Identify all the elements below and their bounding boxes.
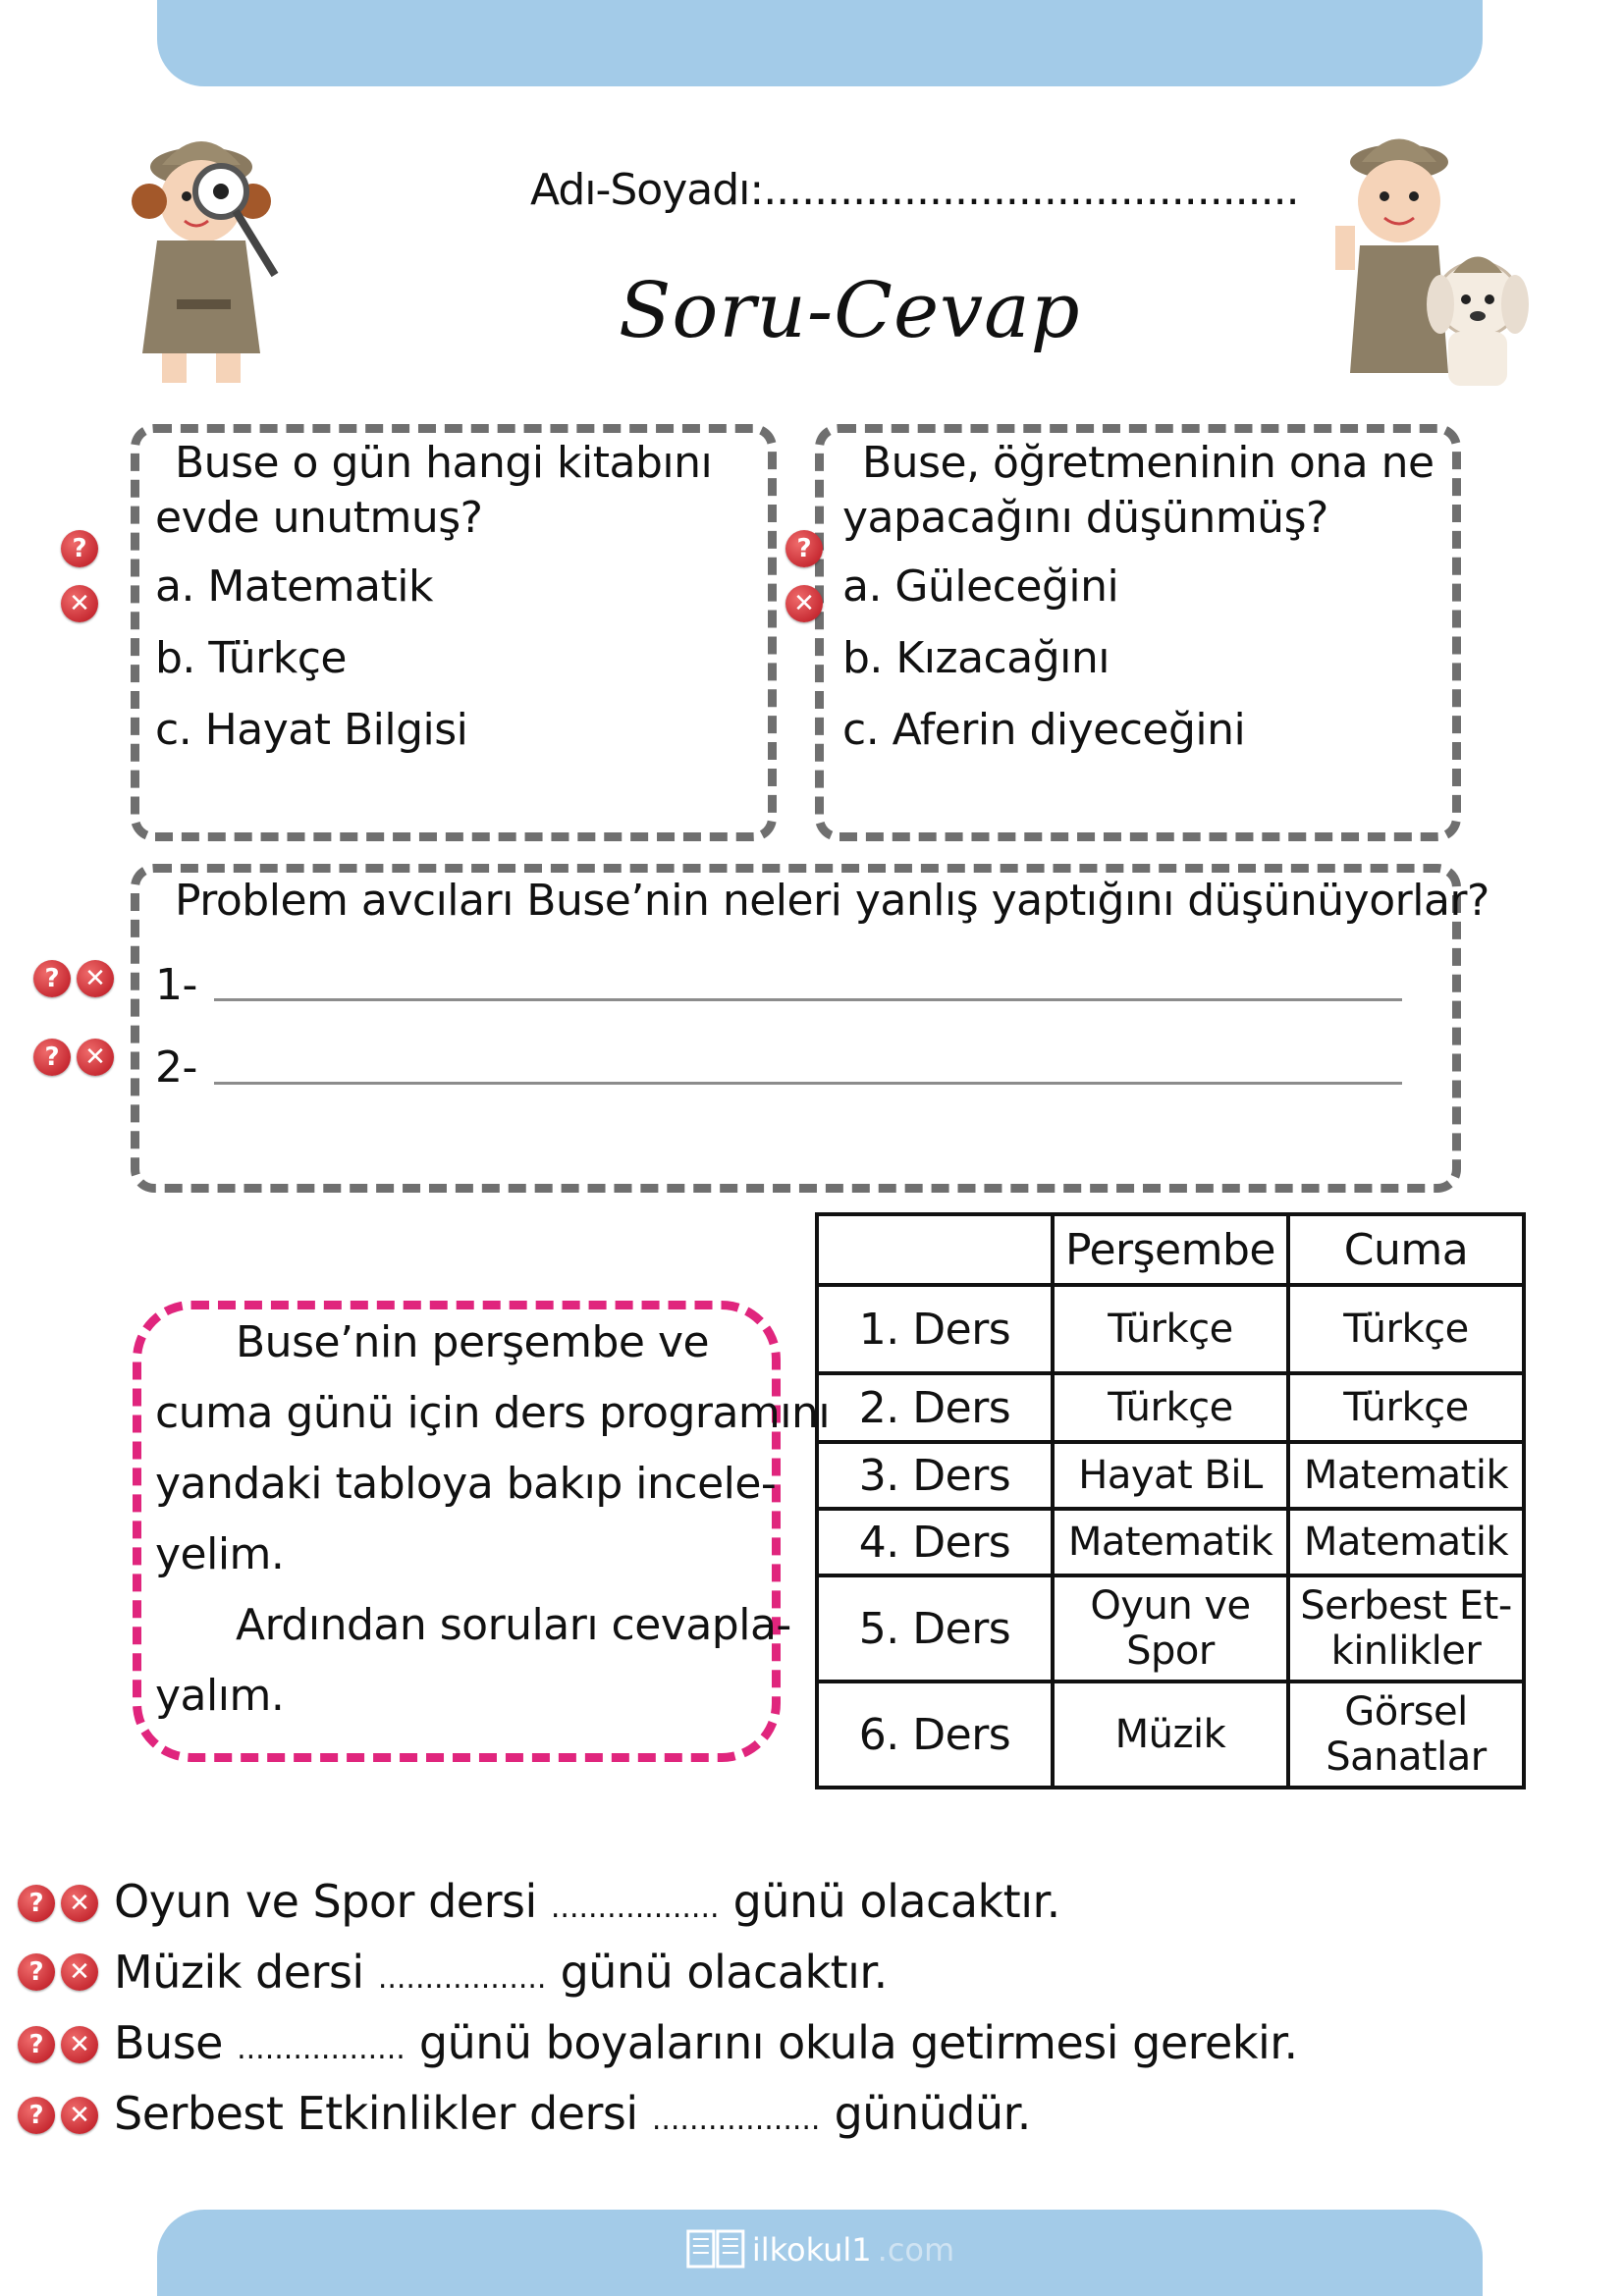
fill-in-sentence-3 bbox=[114, 2016, 1298, 2069]
table-row bbox=[817, 1575, 1524, 1682]
thursday-cell: Matematik bbox=[1053, 1509, 1288, 1575]
cross-mark-icon: ✕ bbox=[61, 1885, 98, 1922]
thursday-cell: Türkçe bbox=[1053, 1373, 1288, 1442]
fill-in-4-blank[interactable]: .................. bbox=[651, 2103, 821, 2137]
fill-in-4-after: günüdür. bbox=[834, 2087, 1031, 2140]
question-mark-icon: ? bbox=[33, 1039, 71, 1076]
row-label: 5. Ders bbox=[817, 1575, 1053, 1682]
instructions-line3: yandaki tabloya bakıp incele- bbox=[155, 1459, 777, 1509]
friday-cell: Türkçe bbox=[1288, 1373, 1524, 1442]
answer-line2-markers bbox=[33, 1039, 114, 1076]
question2-text-line2: yapacağını düşünmüş? bbox=[842, 493, 1328, 543]
question-mark-icon: ? bbox=[18, 1953, 55, 1991]
table-row bbox=[817, 1682, 1524, 1788]
friday-cell: Görsel Sanatlar bbox=[1288, 1682, 1524, 1788]
fill-in-1-after: günü olacaktır. bbox=[732, 1875, 1060, 1928]
question-mark-icon: ? bbox=[785, 530, 823, 567]
table-row bbox=[817, 1373, 1524, 1442]
question-mark-icon: ? bbox=[61, 530, 98, 567]
question2-option-b[interactable]: b. Kızacağını bbox=[842, 633, 1110, 683]
thursday-cell: Oyun ve Spor bbox=[1053, 1575, 1288, 1682]
cross-mark-icon: ✕ bbox=[61, 1953, 98, 1991]
cross-mark-icon: ✕ bbox=[61, 2026, 98, 2063]
fill-in-1-markers bbox=[18, 1885, 98, 1922]
question-mark-icon: ? bbox=[33, 960, 71, 997]
table-row bbox=[817, 1442, 1524, 1509]
fill-in-sentence-4 bbox=[114, 2087, 1031, 2140]
table-row bbox=[817, 1509, 1524, 1575]
fill-in-1-blank[interactable]: .................. bbox=[550, 1891, 720, 1925]
schedule-table bbox=[815, 1212, 1526, 1789]
name-field-label: Adı-Soyadı:.......................................... bbox=[530, 165, 1299, 215]
question2-option-a[interactable]: a. Güleceğini bbox=[842, 561, 1119, 612]
question-mark-icon: ? bbox=[18, 2026, 55, 2063]
fill-in-sentence-2 bbox=[114, 1946, 888, 1999]
question3-text: Problem avcıları Buse’nin neleri yanlış yaptığını düşünüyorlar? bbox=[175, 876, 1489, 926]
fill-in-3-before: Buse bbox=[114, 2016, 223, 2069]
bottom-band bbox=[157, 2210, 1483, 2296]
answer-line1-label: 1- bbox=[155, 960, 197, 1010]
fill-in-3-after: günü boyalarını okula getirmesi gerekir. bbox=[418, 2016, 1298, 2069]
fill-in-sentence-1 bbox=[114, 1875, 1060, 1928]
answer-line1-markers bbox=[33, 960, 114, 997]
fill-in-2-markers bbox=[18, 1953, 98, 1991]
question1-text-line2: evde unutmuş? bbox=[155, 493, 483, 543]
fill-in-4-before: Serbest Etkinlikler dersi bbox=[114, 2087, 638, 2140]
fill-in-3-markers bbox=[18, 2026, 98, 2063]
top-band bbox=[157, 0, 1483, 86]
table-header-thursday: Perşembe bbox=[1053, 1214, 1288, 1285]
friday-cell: Matematik bbox=[1288, 1509, 1524, 1575]
table-header-empty bbox=[817, 1214, 1053, 1285]
answer-line1[interactable] bbox=[214, 998, 1402, 1001]
fill-in-3-blank[interactable]: .................. bbox=[237, 2032, 406, 2066]
question1-option-a[interactable]: a. Matematik bbox=[155, 561, 433, 612]
thursday-cell: Hayat BiL bbox=[1053, 1442, 1288, 1509]
question1-text-line1: Buse o gün hangi kitabını bbox=[175, 438, 713, 488]
book-icon bbox=[685, 2227, 746, 2272]
thursday-cell: Müzik bbox=[1053, 1682, 1288, 1788]
answer-line2[interactable] bbox=[214, 1082, 1402, 1085]
fill-in-2-blank[interactable]: .................. bbox=[377, 1961, 547, 1996]
row-label: 4. Ders bbox=[817, 1509, 1053, 1575]
row-label: 1. Ders bbox=[817, 1285, 1053, 1373]
fill-in-1-before: Oyun ve Spor dersi bbox=[114, 1875, 537, 1928]
cross-mark-icon: ✕ bbox=[785, 585, 823, 622]
row-label: 2. Ders bbox=[817, 1373, 1053, 1442]
friday-cell: Türkçe bbox=[1288, 1285, 1524, 1373]
question1-option-b[interactable]: b. Türkçe bbox=[155, 633, 347, 683]
friday-cell: Serbest Et-kinlikler bbox=[1288, 1575, 1524, 1682]
instructions-line2: cuma günü için ders programını bbox=[155, 1388, 831, 1438]
logo-main-text: ilkokul1 bbox=[751, 2231, 872, 2269]
question1-option-c[interactable]: c. Hayat Bilgisi bbox=[155, 705, 468, 755]
thursday-cell: Türkçe bbox=[1053, 1285, 1288, 1373]
question-mark-icon: ? bbox=[18, 1885, 55, 1922]
row-label: 6. Ders bbox=[817, 1682, 1053, 1788]
question2-text-line1: Buse, öğretmeninin ona ne bbox=[862, 438, 1435, 488]
fill-in-2-before: Müzik dersi bbox=[114, 1946, 364, 1999]
friday-cell: Matematik bbox=[1288, 1442, 1524, 1509]
worksheet-title: Soru-Cevap bbox=[619, 267, 1081, 355]
instructions-line4: yelim. bbox=[155, 1529, 285, 1579]
fill-in-2-after: günü olacaktır. bbox=[560, 1946, 888, 1999]
site-logo bbox=[685, 2227, 954, 2272]
question-mark-icon: ? bbox=[18, 2097, 55, 2134]
answer-line2-label: 2- bbox=[155, 1042, 197, 1093]
instructions-line1: Buse’nin perşembe ve bbox=[236, 1317, 710, 1367]
instructions-line5: Ardından soruları cevapla- bbox=[236, 1600, 791, 1650]
cross-mark-icon: ✕ bbox=[77, 960, 114, 997]
detective-boy-with-dog-illustration bbox=[1330, 108, 1546, 398]
cross-mark-icon: ✕ bbox=[61, 585, 98, 622]
instructions-line6: yalım. bbox=[155, 1671, 285, 1721]
cross-mark-icon: ✕ bbox=[77, 1039, 114, 1076]
detective-girl-illustration bbox=[98, 108, 304, 388]
fill-in-4-markers bbox=[18, 2097, 98, 2134]
logo-domain-text: .com bbox=[877, 2231, 955, 2269]
question2-option-c[interactable]: c. Aferin diyeceğini bbox=[842, 705, 1246, 755]
table-header-friday: Cuma bbox=[1288, 1214, 1524, 1285]
table-row bbox=[817, 1285, 1524, 1373]
cross-mark-icon: ✕ bbox=[61, 2097, 98, 2134]
row-label: 3. Ders bbox=[817, 1442, 1053, 1509]
